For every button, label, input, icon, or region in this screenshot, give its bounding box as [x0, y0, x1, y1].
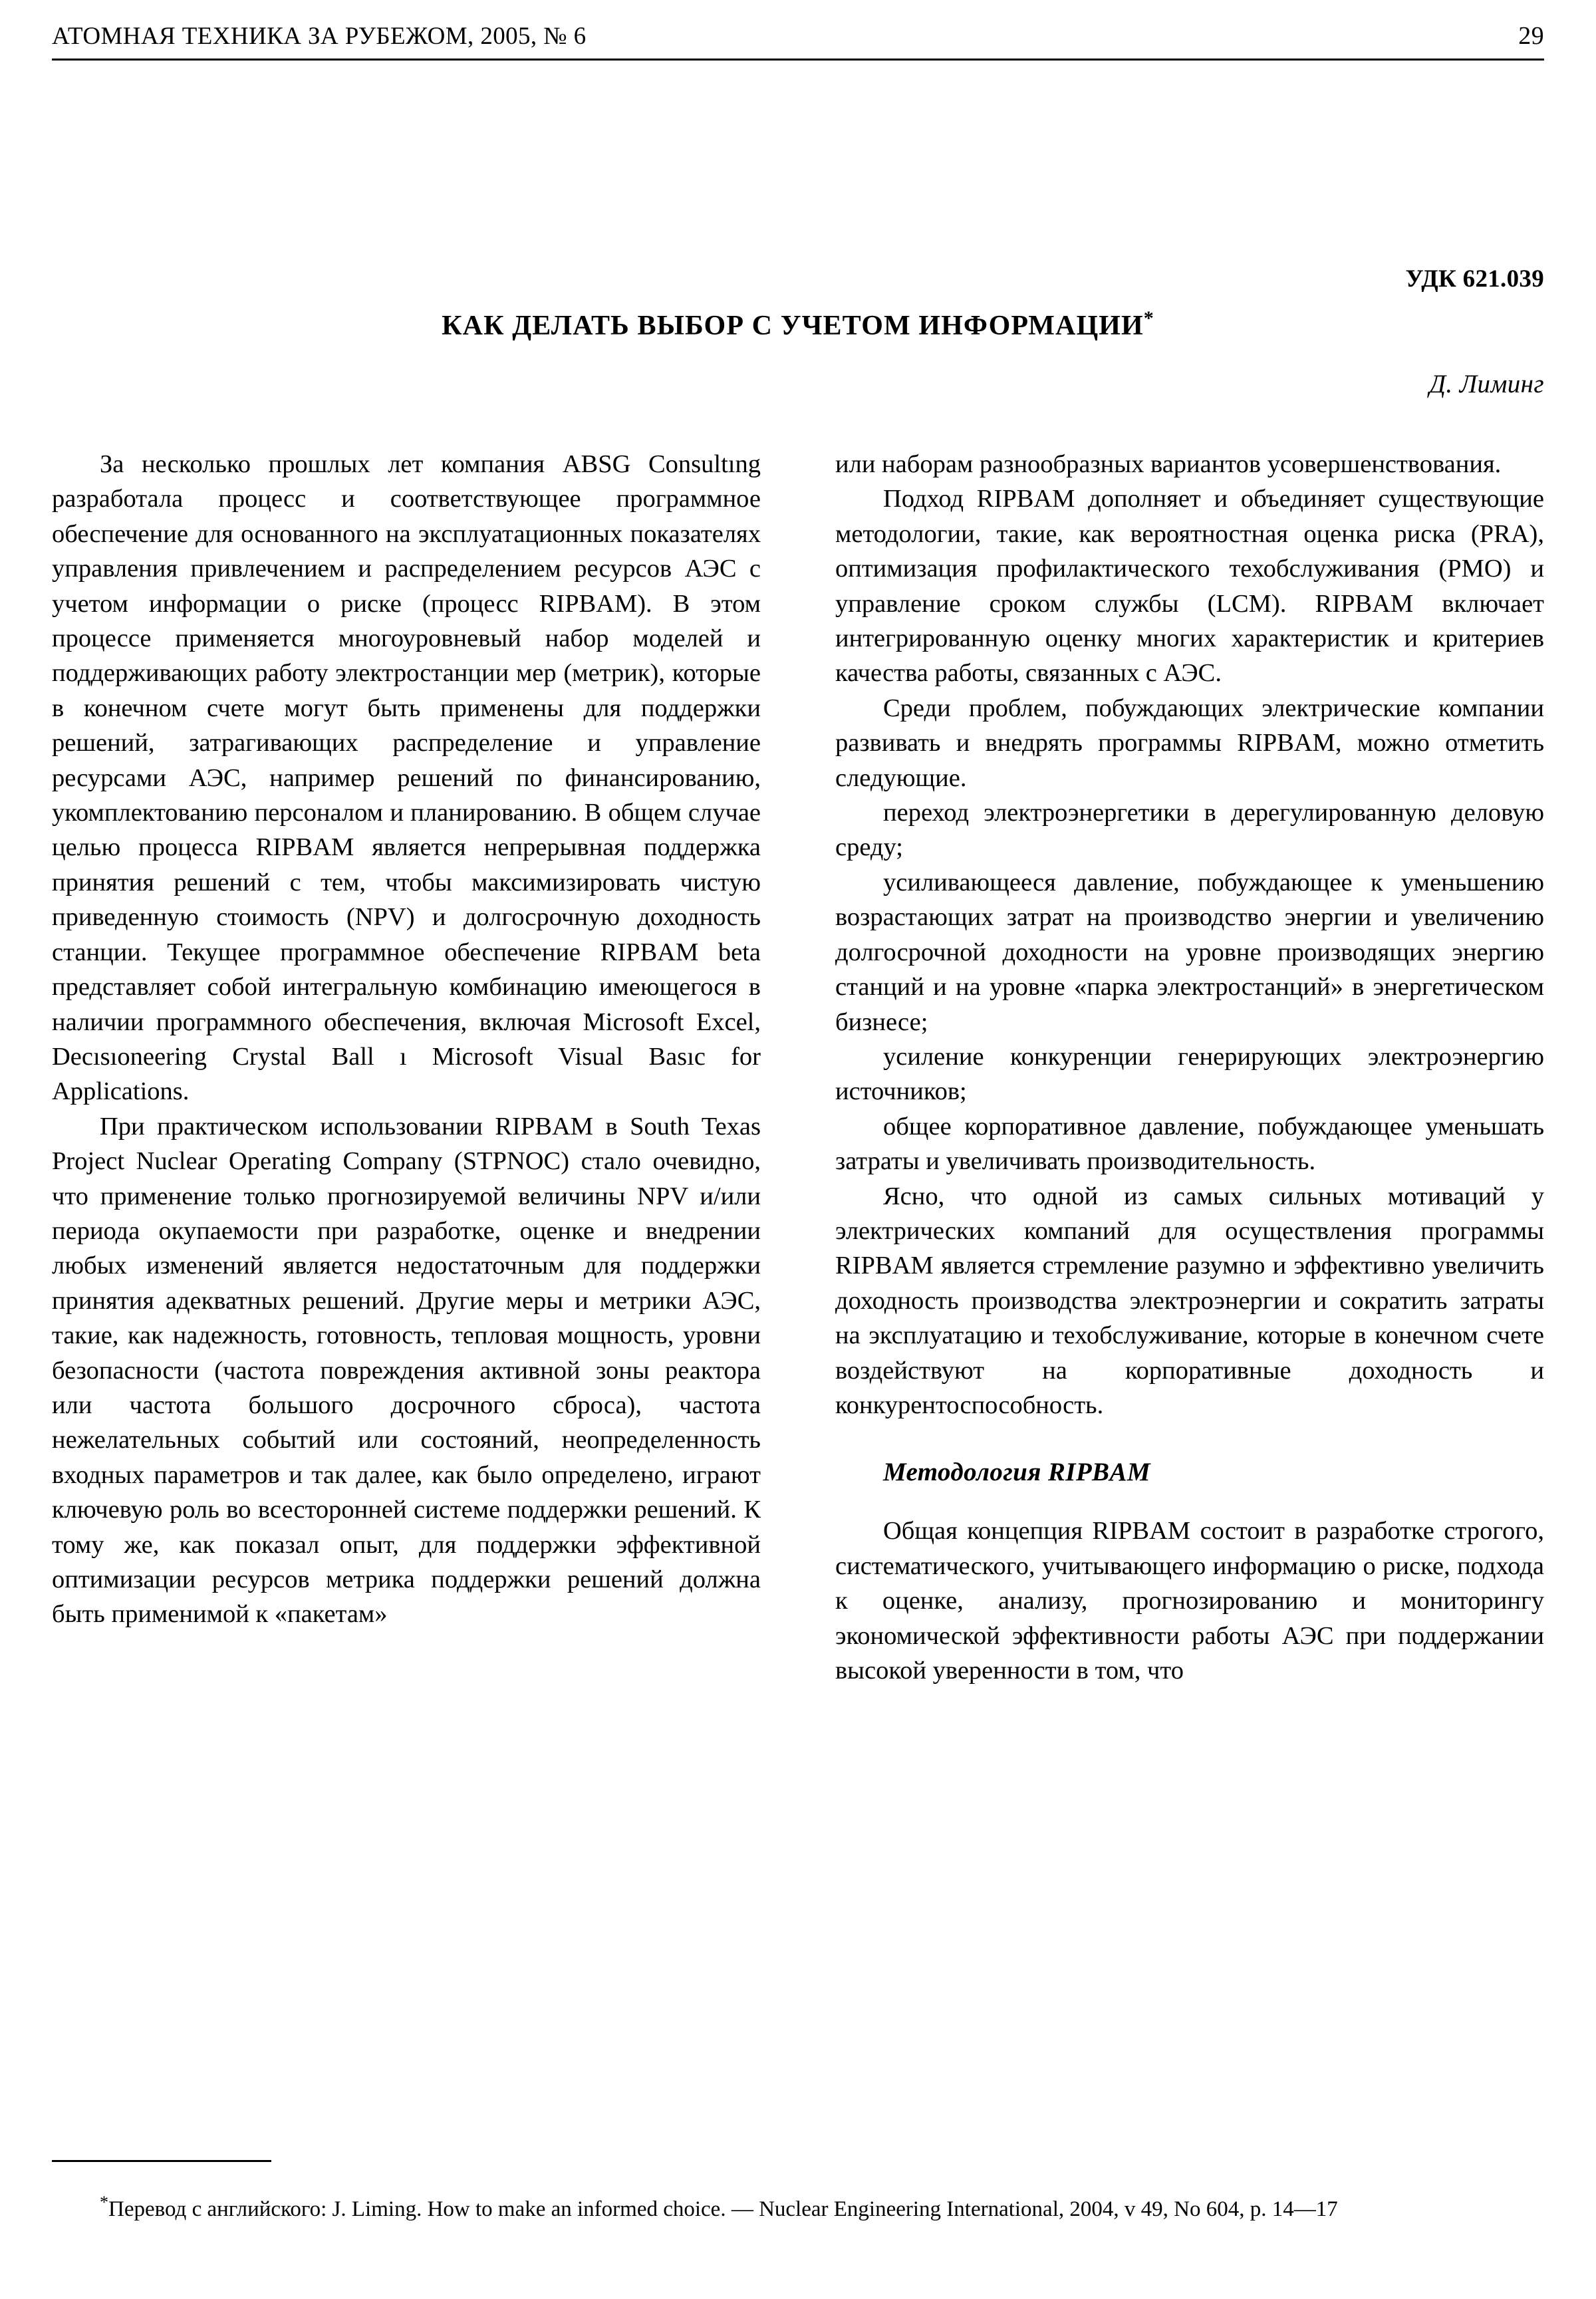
udk-code: УДК 621.039 [1405, 265, 1544, 293]
article-author: Д. Лиминг [1429, 370, 1544, 398]
left-column [52, 447, 761, 1688]
section-heading: Методология RIPBAM [883, 1458, 1150, 1487]
footnote-text: Перевод с английского: J. Liming. How to make an informed choice. — Nuclear Engineering International, 2004, v 49, No 604, p. 14—17 [108, 2197, 1338, 2221]
title-footnote-marker: * [1143, 307, 1154, 329]
journal-title: АТОМНАЯ ТЕХНИКА ЗА РУБЕЖОМ, 2005, № 6 [52, 23, 587, 50]
paragraph: или наборам разнообразных вариантов усовершенствования. [835, 450, 1502, 478]
article-title-text: КАК ДЕЛАТЬ ВЫБОР С УЧЕТОМ ИНФОРМАЦИИ [442, 311, 1144, 341]
list-item: усиливающееся давление, побуждающее к уменьшению возрастающих затрат на производство энергии и увеличению долгосрочной доходности на уровне производящих энергию станций и на уровне «парка электростанций» в энергетическом бизнесе; [835, 868, 1544, 1036]
paragraph: При практическом использовании RIPBAM в South Texas Project Nuclear Operating Company (STPNOC) стало очевидно, что применение только прогнозируемой величины NPV и/или периода окупаемости при разработке, оценке и внедрении любых изменений является недостаточным для поддержки принятия адекватных решений. Другие меры и метрики АЭС, такие, как надежность, готовность, тепловая мощность, уровни безопасности (частота повреждения активной зоны реактора или частота большого досрочного сброса), частота нежелательных событий или состояний, неопределенность входных параметров и так далее, как было определено, играют ключевую роль во всесторонней системе поддержки решений. К тому же, как показал опыт, для поддержки эффективной оптимизации ресурсов метрика поддержки решений должна быть применимой к «пакетам» [52, 1112, 761, 1629]
running-head [52, 21, 1544, 51]
list-item: усиление конкуренции генерирующих электроэнергию источников; [835, 1042, 1544, 1106]
right-column [835, 447, 1544, 1688]
article-body [52, 447, 1544, 1688]
footnote [52, 2187, 1544, 2225]
paragraph: За несколько прошлых лет компания ABSG Consultıng разработала процесс и соответствующее программное обеспечение для основанного на эксплуатационных показателях управления привлечением и распределением ресурсов АЭС с учетом информации о риске (процесс RIPBAM). В этом процессе применяется многоуровневый набор моделей и поддерживающих работу электростанции мер (метрик), которые в конечном счете могут быть применены для поддержки решений, затрагивающих распределение и управление ресурсами АЭС, например решений по финансированию, укомплектованию персоналом и планированию. В общем случае целью процесса RIPBAM является непрерывная поддержка принятия решений с тем, чтобы максимизировать чистую приведенную стоимость (NPV) и долгосрочную доходность станции. Текущее программное обеспечение RIPBAM beta представляет собой интегральную комбинацию имеющегося в наличии программного обеспечения, включая Microsoft Excel, Decısıoneering Crystal Ball ı Microsoft Visual Basıc for Applications. [52, 450, 761, 1106]
footnote-marker: * [100, 2193, 108, 2212]
page-title [52, 307, 1544, 342]
paragraph: Ясно, что одной из самых сильных мотиваций у электрических компаний для осуществления программы RIPBAM является стремление разумно и эффективно увеличить доходность производства электроэнергии и сократить затраты на эксплуатацию и техобслуживание, которые в конечном счете воздействуют на корпоративные доходность и конкурентоспособность. [835, 1182, 1544, 1419]
footnote-divider [52, 2160, 271, 2162]
list-item: переход электроэнергетики в дерегулированную деловую среду; [835, 799, 1544, 862]
paragraph: Подход RIPBAM дополняет и объединяет существующие методологии, такие, как вероятностная оценка риска (PRA), оптимизация профилактического техобслуживания (PMO) и управление сроком службы (LCM). RIPBAM включает интегрированную оценку многих характеристик и критериев качества работы, связанных с АЭС. [835, 485, 1544, 688]
list-item: общее корпоративное давление, побуждающее уменьшать затраты и увеличивать производительность. [835, 1112, 1544, 1176]
header-divider [52, 59, 1544, 61]
page-number: 29 [1518, 22, 1544, 50]
paragraph: Общая концепция RIPBAM состоит в разработке строгого, систематического, учитывающего информацию о риске, подхода к оценке, анализу, прогнозированию и мониторингу экономической эффективности работы АЭС при поддержании высокой уверенности в том, что [835, 1517, 1544, 1685]
paragraph: Среди проблем, побуждающих электрические компании развивать и внедрять программы RIPBAM, можно отметить следующие. [835, 694, 1544, 792]
